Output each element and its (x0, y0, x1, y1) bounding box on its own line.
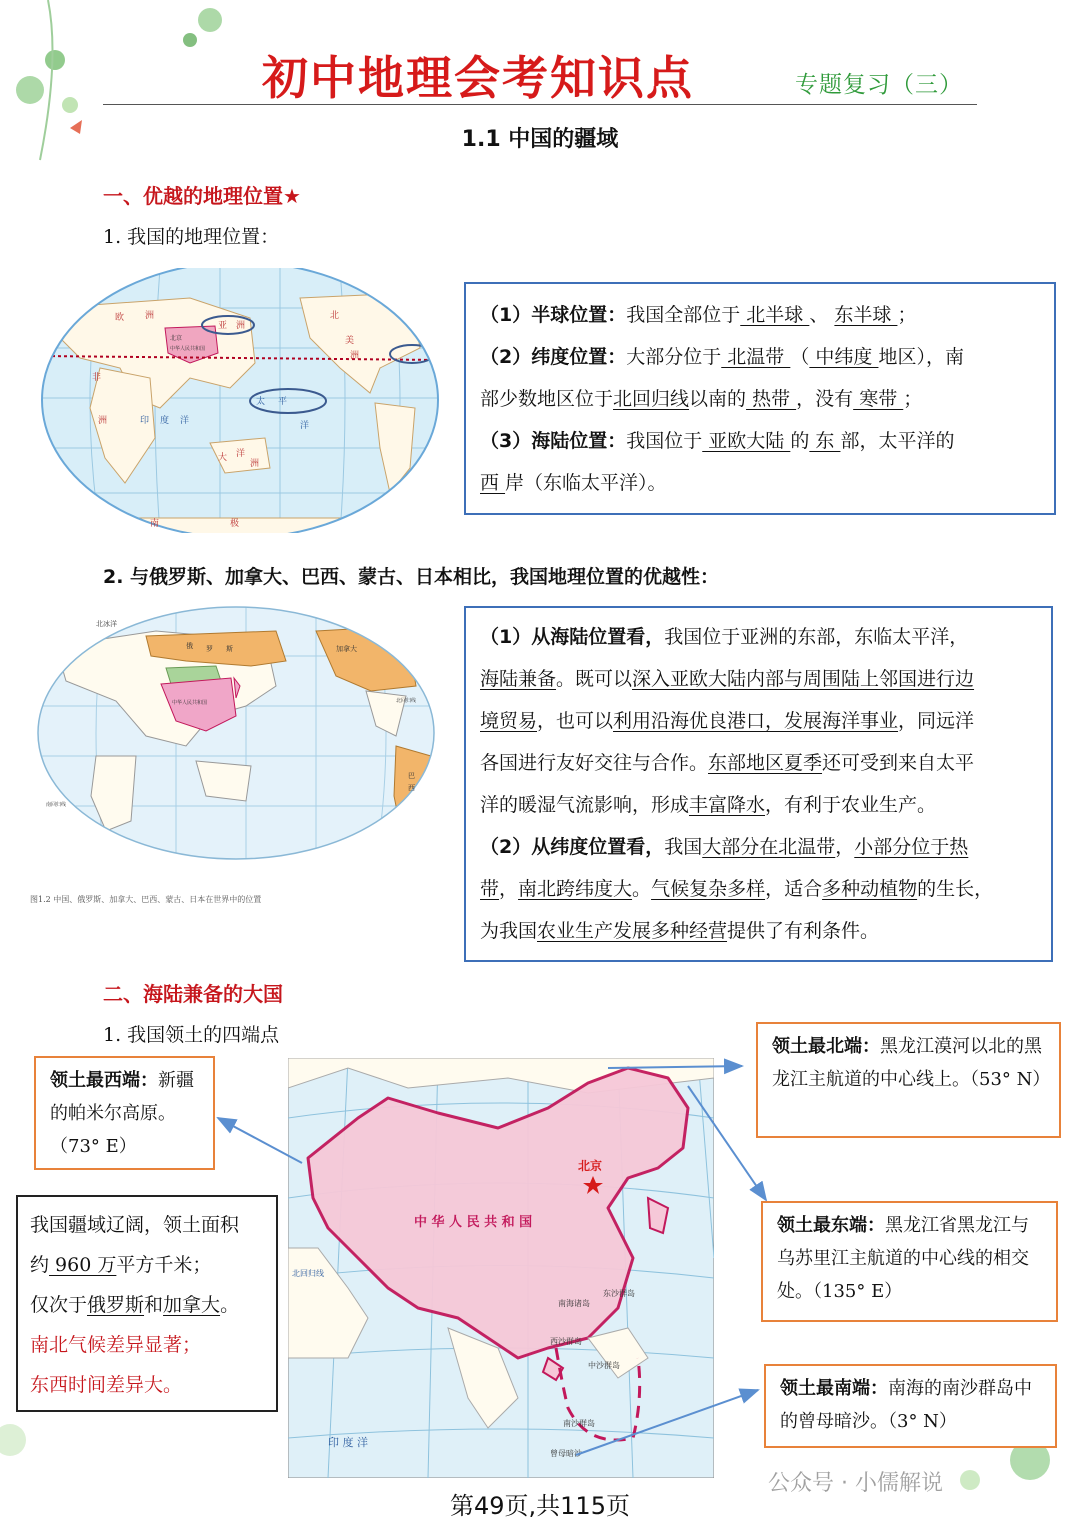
map1-label-oc3: 洲 (250, 459, 260, 469)
geo-position-box (464, 282, 1056, 515)
map3-label-xisha: 西沙群岛 (550, 1337, 582, 1346)
map1-label-ant2: 极 (230, 519, 240, 529)
latitude-line: （2）纬度位置：大部分位于 北温带 （ 中纬度 地区），南 (480, 346, 964, 368)
map2-label-arctic: 北冰洋 (96, 620, 117, 628)
advantage-para1-l3: 境贸易，也可以利用沿海优良港口，发展海洋事业，同远洋 (480, 710, 975, 732)
map2-caption: 图1.2 中国、俄罗斯、加拿大、巴西、蒙古、日本在世界中的位置 (30, 895, 262, 904)
header-divider (103, 104, 977, 105)
map1-label-io3: 洋 (180, 416, 190, 426)
map2-label-russia3: 斯 (226, 645, 233, 653)
sea-land-line: （3）海陆位置：我国位于 亚欧大陆 的 东 部，太平洋的 (480, 430, 955, 452)
map1-label-na3: 洲 (350, 351, 360, 361)
map2-label-china: 中华人民共和国 (172, 700, 208, 706)
north-extreme-box: 领土最北端：黑龙江漠河以北的黑龙江主航道的中心线上。（53° N） (756, 1022, 1061, 1138)
part2-question1: 1. 我国领土的四端点 (103, 1024, 280, 1046)
map1-label-ant1: 南 (150, 519, 160, 529)
east-extreme-box: 领土最东端：黑龙江省黑龙江与乌苏里江主航道的中心线的相交处。（135° E） (761, 1201, 1058, 1322)
section-title: 1.1 中国的疆域 (461, 127, 619, 152)
advantage-para2: （2）从纬度位置看，我国大部分在北温带，小部分位于热 (480, 836, 969, 858)
page-number: 第49页,共115页 (450, 1492, 630, 1520)
advantage-para2-l2: 带，南北跨纬度大。气候复杂多样，适合多种动植物的生长， (480, 878, 994, 900)
page-title: 初中地理会考知识点 (262, 51, 694, 105)
map1-label-af1: 非 (92, 373, 102, 383)
map3-label-dongsha: 东沙群岛 (603, 1289, 635, 1298)
map1-label-na1: 北 (330, 311, 340, 321)
map1-label-na2: 美 (345, 336, 355, 346)
map3-label-china: 中 华 人 民 共 和 国 (414, 1215, 533, 1230)
page-subtitle: 专题复习（三） (795, 72, 963, 98)
advantage-para1-l4: 各国进行友好交往与合作。东部地区夏季还可受到来自太平 (480, 752, 975, 774)
map1-label-pac3: 洋 (300, 421, 310, 431)
map2-label-tropic-n: 北回归线 (396, 698, 417, 704)
world-map-2 (36, 606, 436, 861)
hemisphere-line: （1）半球位置：我国全部位于 北半球 、 东半球 ； (480, 304, 917, 326)
advantage-para1: （1）从海陆位置看，我国位于亚洲的东部，东临太平洋， (480, 626, 969, 648)
part1-heading: 一、优越的地理位置★ (103, 184, 301, 208)
part2-heading: 二、海陆兼备的大国 (103, 982, 283, 1006)
map3-label-tropic: 北回归线 (292, 1269, 324, 1278)
map3-label-sea-islands: 南海诸岛 (558, 1299, 590, 1308)
map2-label-tropic-s: 南回归线 (46, 802, 67, 808)
map3-label-nansha: 南沙群岛 (563, 1419, 595, 1428)
map3-label-beijing: 北京 (578, 1159, 603, 1173)
watermark: 公众号 · 小儒解说 (768, 1471, 943, 1496)
map3-label-zengmu: 曾母暗沙 (550, 1449, 582, 1458)
map1-label-asia1: 亚 (218, 321, 228, 331)
latitude-line-2: 部少数地区位于北回归线以南的 热带 ，没有 寒带 ； (480, 388, 923, 410)
advantage-para1-l2: 海陆兼备。既可以深入亚欧大陆内部与周围陆上邻国进行边 (480, 668, 975, 690)
map1-label-io1: 印 (140, 416, 150, 426)
territory-area-box (16, 1195, 278, 1412)
map1-label-beijing: 北京 (170, 335, 183, 342)
map1-label-eu2: 洲 (145, 311, 155, 321)
map1-label-oc1: 大 (218, 453, 228, 463)
area-line5: 东西时间差异大。 (30, 1374, 183, 1396)
map1-label-oc2: 洋 (236, 449, 246, 459)
map3-label-indian-ocean: 印 度 洋 (328, 1436, 368, 1449)
south-extreme-box: 领土最南端：南海的南沙群岛中的曾母暗沙。（3° N） (764, 1364, 1057, 1448)
map1-label-pac1: 太 (256, 397, 266, 407)
area-line1: 我国疆域辽阔，领土面积 (30, 1214, 240, 1236)
map1-label-pac2: 平 (278, 397, 288, 407)
area-line2: 约 960 万平方千米； (30, 1254, 212, 1276)
map1-label-eu1: 欧 (115, 313, 125, 323)
advantage-para1-l5: 洋的暖湿气流影响，形成丰富降水，有利于农业生产。 (480, 794, 937, 816)
advantage-para2-l3: 为我国农业生产发展多种经营提供了有利条件。 (480, 920, 880, 942)
map2-label-brazil1: 巴 (408, 772, 415, 780)
map1-label-af2: 洲 (98, 416, 108, 426)
world-map-1 (40, 268, 440, 533)
sea-land-line-2: 西 岸（东临太平洋）。 (480, 472, 667, 494)
map1-label-asia2: 洲 (236, 321, 246, 331)
west-extreme-box: 领土最西端：新疆的帕米尔高原。（73° E） (34, 1056, 215, 1170)
map2-label-russia1: 俄 (186, 642, 193, 650)
map1-label-io2: 度 (160, 416, 170, 426)
china-map (288, 1058, 714, 1478)
area-line3: 仅次于俄罗斯和加拿大。 (30, 1294, 240, 1316)
map3-label-zhongsha: 中沙群岛 (588, 1361, 620, 1370)
advantage-box (464, 606, 1053, 962)
part1-question1: 1. 我国的地理位置： (103, 226, 280, 248)
map2-label-brazil2: 西 (408, 784, 415, 792)
map1-label-china: 中华人民共和国 (170, 346, 206, 352)
map2-label-russia2: 罗 (206, 645, 213, 653)
area-line4: 南北气候差异显著； (30, 1334, 202, 1356)
map2-label-canada: 加拿大 (336, 645, 357, 653)
part1-question2: 2. 与俄罗斯、加拿大、巴西、蒙古、日本相比，我国地理位置的优越性： (103, 566, 720, 588)
